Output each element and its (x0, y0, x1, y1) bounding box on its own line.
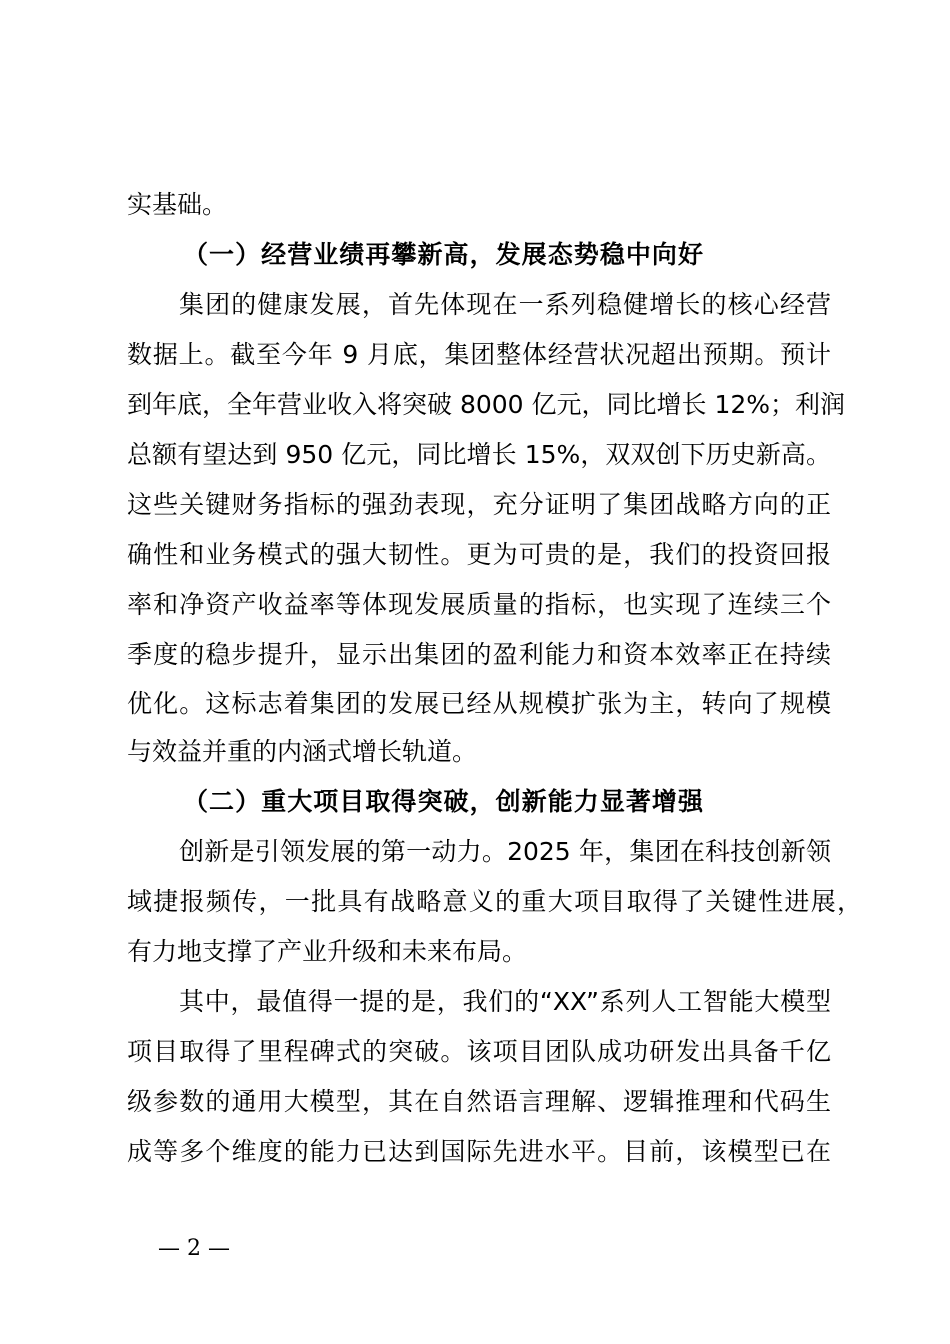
body-text-line: 有力地支撑了产业升级和未来布局。 (127, 937, 528, 966)
body-text-line: 总额有望达到 950 亿元，同比增长 15%，双双创下历史新高。 (127, 440, 831, 469)
body-text-line: 季度的稳步提升，显示出集团的盈利能力和资本效率正在持续 (127, 640, 831, 669)
body-text-line: 优化。这标志着集团的发展已经从规模扩张为主，转向了规模 (127, 689, 831, 718)
body-text-line: 成等多个维度的能力已达到国际先进水平。目前，该模型已在 (127, 1137, 831, 1166)
body-text-line: 实基础。 (127, 190, 228, 219)
body-text-line: 创新是引领发展的第一动力。2025 年，集团在科技创新领 (179, 837, 831, 866)
body-text-line: 数据上。截至今年 9 月底，集团整体经营状况超出预期。预计 (127, 340, 831, 369)
body-text-line: 其中，最值得一提的是，我们的“XX”系列人工智能大模型 (179, 987, 831, 1016)
body-text-line: 域捷报频传，一批具有战略意义的重大项目取得了关键性进展， (127, 887, 862, 916)
section-heading-2: （二）重大项目取得突破，创新能力显著增强 (183, 787, 703, 816)
page-number: — 2 — (158, 1236, 230, 1261)
body-text-line: 这些关键财务指标的强劲表现，充分证明了集团战略方向的正 (127, 490, 831, 519)
section-heading-1: （一）经营业绩再攀新高，发展态势稳中向好 (183, 240, 703, 269)
body-text-line: 率和净资产收益率等体现发展质量的指标，也实现了连续三个 (127, 590, 831, 619)
body-text-line: 确性和业务模式的强大韧性。更为可贵的是，我们的投资回报 (127, 540, 831, 569)
body-text-line: 项目取得了里程碑式的突破。该项目团队成功研发出具备千亿 (127, 1037, 831, 1066)
body-text-line: 与效益并重的内涵式增长轨道。 (127, 737, 478, 766)
body-text-line: 到年底，全年营业收入将突破 8000 亿元，同比增长 12%；利润 (127, 390, 846, 419)
body-text-line: 级参数的通用大模型，其在自然语言理解、逻辑推理和代码生 (127, 1087, 831, 1116)
body-text-line: 集团的健康发展，首先体现在一系列稳健增长的核心经营 (179, 290, 831, 319)
